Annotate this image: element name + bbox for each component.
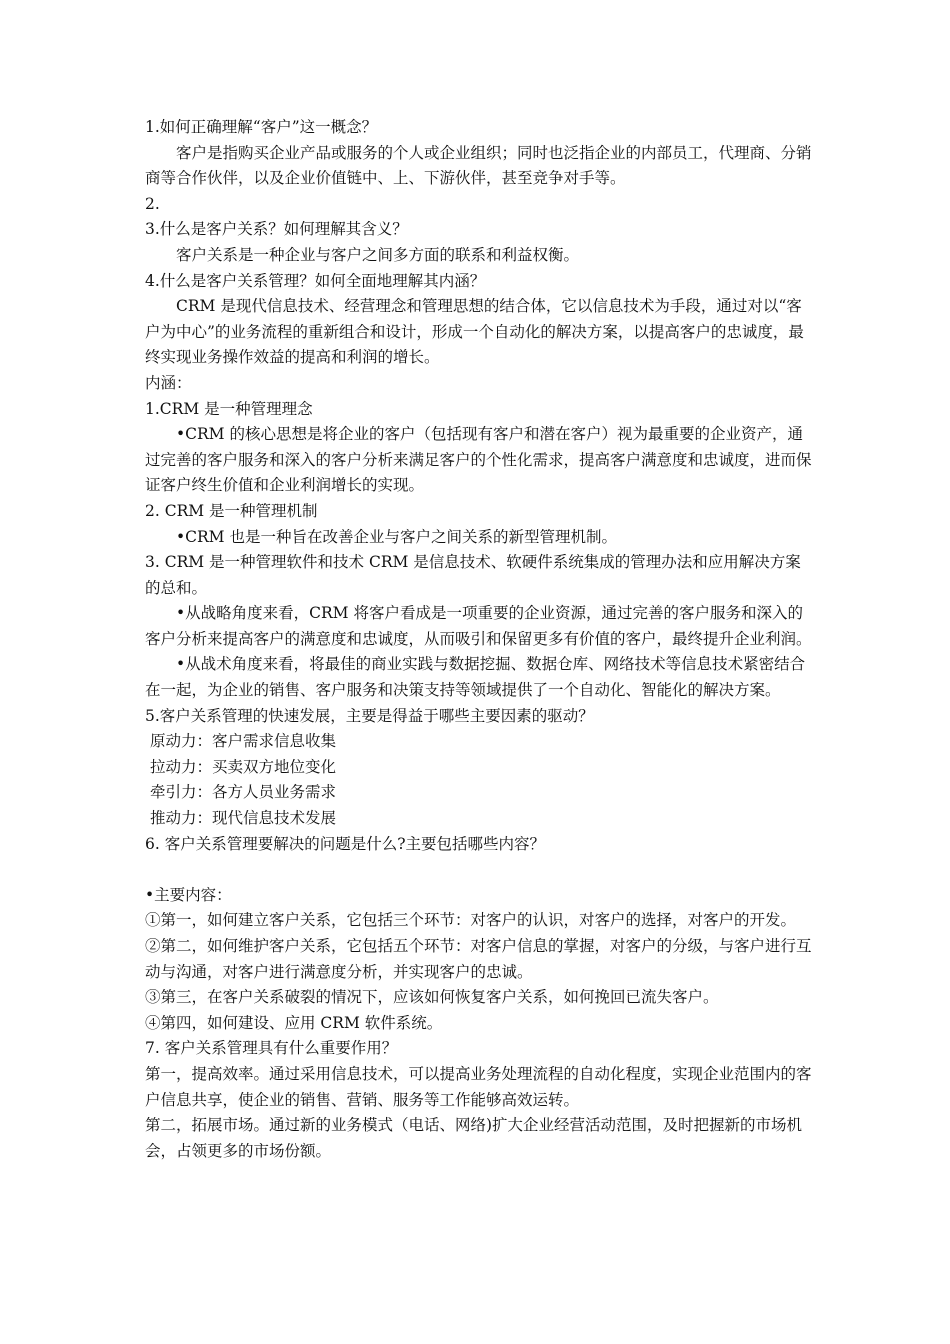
question-2-title: 2.	[145, 194, 160, 213]
main-content-label: •主要内容：	[145, 885, 232, 904]
question-4-title: 4.什么是客户关系管理？如何全面地理解其内涵？	[145, 271, 486, 290]
document-page	[145, 115, 813, 1164]
blank-line	[145, 857, 813, 883]
content-item: ③第三，在客户关系破裂的情况下，应该如何恢复客户关系，如何挽回已流失客户。	[145, 988, 719, 1007]
crm-point-1-text: •CRM 的核心思想是将企业的客户（包括现有客户和潜在客户）视为最重要的企业资产，通过完善的客户服务和深入的客户分析来满足客户的个性化需求，提高客户满意度和忠诚度，进而保证客户终生价值和企业利润增长的实现。	[145, 425, 812, 495]
role-item: 第一，提高效率。通过采用信息技术，可以提高业务处理流程的自动化程度，实现企业范围内的客户信息共享，使企业的销售、营销、服务等工作能够高效运转。	[145, 1064, 812, 1109]
connotation-label: 内涵：	[145, 373, 192, 392]
crm-point-3-title: 3. CRM 是一种管理软件和技术 CRM 是信息技术、软硬件系统集成的管理办法和应用解决方案的总和。	[145, 553, 801, 597]
question-7-title: 7. 客户关系管理具有什么重要作用？	[145, 1039, 398, 1058]
question-3-answer: 客户关系是一种企业与客户之间多方面的联系和利益权衡。	[176, 245, 580, 264]
content-item: ④第四，如何建设、应用 CRM 软件系统。	[145, 1013, 443, 1032]
question-5-title: 5.客户关系管理的快速发展，主要是得益于哪些主要因素的驱动？	[145, 706, 594, 725]
driver-item: 拉动力：买卖双方地位变化	[145, 757, 336, 776]
question-1-answer: 客户是指购买企业产品或服务的个人或企业组织；同时也泛指企业的内部员工，代理商、分销商等合作伙伴，以及企业价值链中、上、下游伙伴，甚至竞争对手等。	[145, 143, 812, 188]
question-6-title: 6. 客户关系管理要解决的问题是什么?主要包括哪些内容？	[145, 834, 546, 853]
driver-item: 牵引力：各方人员业务需求	[145, 783, 336, 802]
driver-item: 原动力：客户需求信息收集	[145, 732, 336, 751]
crm-point-3-strategy-text: •从战略角度来看，CRM 将客户看成是一项重要的企业资源，通过完善的客户服务和深入的客户分析来提高客户的满意度和忠诚度，从而吸引和保留更多有价值的客户，最终提升企业利润。	[145, 604, 812, 648]
content-item: ①第一，如何建立客户关系，它包括三个环节：对客户的认识，对客户的选择，对客户的开发。	[145, 911, 797, 930]
question-1-title: 1.如何正确理解“客户”这一概念？	[145, 118, 378, 136]
role-item: 第二，拓展市场。通过新的业务模式（电话、网络)扩大企业经营活动范围，及时把握新的市场机会，占领更多的市场份额。	[145, 1116, 803, 1160]
crm-point-2-text: •CRM 也是一种旨在改善企业与客户之间关系的新型管理机制。	[176, 527, 617, 546]
question-4-answer: CRM 是现代信息技术、经营理念和管理思想的结合体，它以信息技术为手段，通过对以“客户为中心”的业务流程的重新组合和设计，形成一个自动化的解决方案，以提高客户的忠诚度，最终实现业务操作效益的提高和利润的增长。	[145, 297, 804, 367]
crm-point-3-tactics-text: •从战术角度来看，将最佳的商业实践与数据挖掘、数据仓库、网络技术等信息技术紧密结合在一起，为企业的销售、客户服务和决策支持等领域提供了一个自动化、智能化的解决方案。	[145, 655, 806, 700]
crm-point-2-title: 2. CRM 是一种管理机制	[145, 501, 318, 520]
content-item: ②第二，如何维护客户关系，它包括五个环节：对客户信息的掌握，对客户的分级，与客户进行互动与沟通，对客户进行满意度分析，并实现客户的忠诚。	[145, 937, 812, 981]
crm-point-1-title: 1.CRM 是一种管理理念	[145, 399, 313, 418]
driver-item: 推动力：现代信息技术发展	[145, 809, 336, 828]
question-3-title: 3.什么是客户关系？如何理解其含义？	[145, 220, 408, 239]
